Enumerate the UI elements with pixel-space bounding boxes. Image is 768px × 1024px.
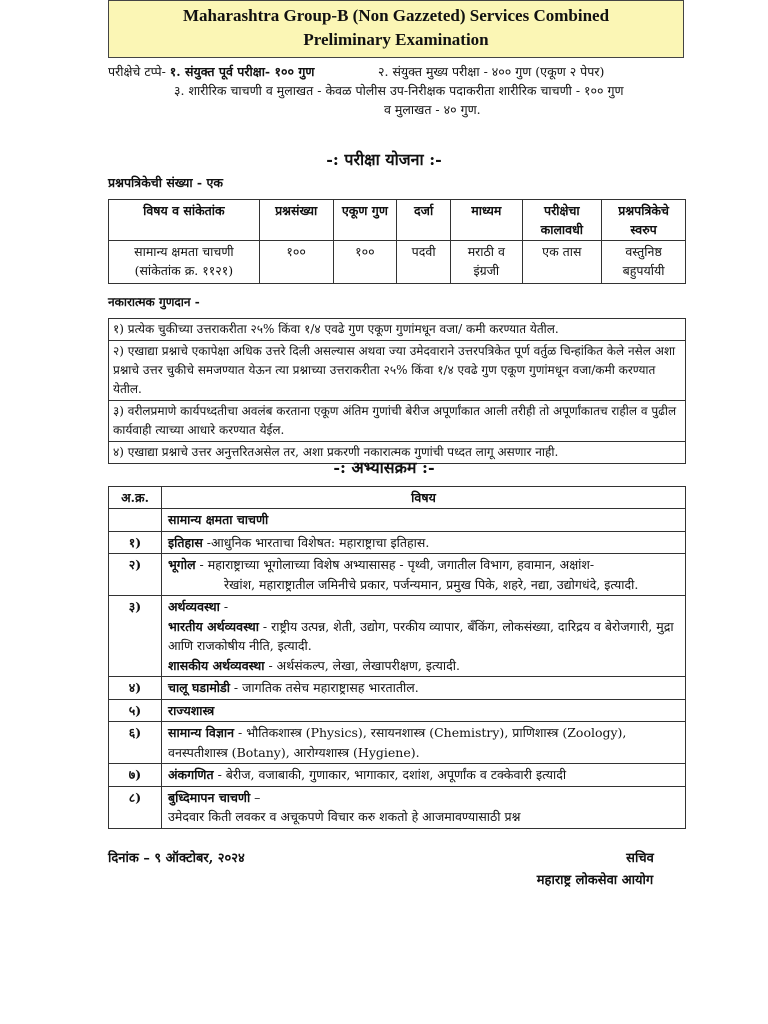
table-row [109, 241, 686, 284]
table-row [109, 554, 686, 596]
sub-text-indian-economy: - राष्ट्रीय उत्पन्न, शेती, उद्योग, परकीय व्यापार, बँकिंग, लोकसंख्या, दारिद्रय व बेरोजगारी, मुद्रा आणि राजकोषीय नीति, इत्यादी. [168, 618, 674, 653]
item-number: २) [109, 554, 162, 596]
col-medium: माध्यम [451, 200, 522, 241]
item-title: भूगोल [168, 557, 196, 572]
title-line-1: Maharashtra Group-B (Non Gazzeted) Services Combined [182, 6, 610, 25]
title-line-2: Preliminary Examination [303, 30, 489, 49]
signatory-title: सचिव [626, 851, 654, 866]
syllabus-heading: -: अभ्यासक्रम :- [333, 458, 435, 477]
item-title: अंकगणित [168, 767, 214, 782]
stage-3: ३. शारीरिक चाचणी व मुलाखत - केवळ पोलीस उप-निरीक्षक पदाकरीता शारीरिक चाचणी - १०० गुण [174, 83, 624, 98]
item-number: १) [109, 531, 162, 554]
col-questions: प्रश्नसंख्या [259, 200, 333, 241]
table-row [109, 699, 686, 722]
rule-2: २) एखाद्या प्रश्नाचे एकापेक्षा अधिक उत्तरे दिली असल्यास अथवा ज्या उमेदवाराने उत्तरपत्रिकेत पूर्ण वर्तुळ चिन्हांकित केले नसेल अशा प्रश्नाचे उत्तर चुकीचे समजण्यात येऊन त्या प्रश्नाच्या उत्तराकरीता २५% किंवा १/४ एवढे गुण एकूण गुणांमधून वजा/कमी करण्यात येतील. [109, 340, 685, 400]
subject-code: (सांकेतांक क्र. ११२१) [134, 263, 234, 278]
item-text: - बेरीज, वजाबाकी, गुणाकार, भागाकार, दशांश, अपूर्णांक व टक्केवारी इत्यादी [213, 767, 567, 782]
col-total-marks: एकूण गुण [333, 200, 397, 241]
paper-count-label: प्रश्नपत्रिकेची संख्या - एक [108, 175, 223, 190]
rule-1: १) प्रत्येक चुकीच्या उत्तराकरीता २५% किंवा १/४ एवढे गुण एकूण गुणांमधून वजा/ कमी करण्यात येतील. [113, 322, 559, 336]
table-header-row [109, 487, 686, 509]
signatory-organization: महाराष्ट्र लोकसेवा आयोग [536, 873, 654, 888]
signature-block [500, 848, 690, 892]
item-number: ३) [109, 596, 162, 677]
table-row: ८) बुध्दिमापन चाचणी – उमेदवार किती लवकर व अचूकपणे विचार करु शकतो हे आजमावण्यासाठी प्रश्न [109, 786, 686, 828]
item-number: ८) [109, 786, 162, 828]
col-level: दर्जा [397, 200, 451, 241]
item-text: -आधुनिक भारताचा विशेषत: महाराष्ट्राचा इतिहास. [202, 534, 430, 550]
questions-count: १०० [259, 241, 333, 284]
col-subject: विषय [162, 487, 686, 509]
exam-stages [108, 62, 688, 119]
item-title: चालू घडामोडी [168, 680, 230, 695]
item-text: - जागतिक तसेच महाराष्ट्रासह भारतातील. [229, 680, 419, 695]
item-number: ६) [109, 722, 162, 764]
stages-prefix: परीक्षेचे टप्पे- [108, 64, 166, 79]
level: पदवी [397, 241, 451, 284]
total-marks: १०० [333, 241, 397, 284]
sub-title-government-economy: शासकीय अर्थव्यवस्था [168, 657, 265, 673]
stage-3-continued: व मुलाखत - ४० गुण. [384, 102, 481, 117]
duration: एक तास [522, 241, 602, 284]
item-title: बुध्दिमापन चाचणी [168, 789, 251, 805]
exam-scheme-heading: -: परीक्षा योजना :- [326, 150, 442, 169]
table-row [109, 531, 686, 554]
negative-marking-label: नकारात्मक गुणदान - [108, 295, 200, 309]
table-row: ३) अर्थव्यवस्था - भारतीय अर्थव्यवस्था - राष्ट्रीय उत्पन्न, शेती, उद्योग, परकीय व्यापार, बँकिंग, लोकसंख्या, दारिद्रय व बेरोजगारी, मुद्रा आणि राजकोषीय नीति, इत्यादी. शासकीय अर्थव्यवस्था - अर्थसंकल्प, लेखा, लेखापरीक्षण, इत्यादी. [109, 596, 686, 677]
item-number: ४) [109, 677, 162, 700]
item-title: राज्यशास्त्र [168, 702, 215, 718]
sub-title-indian-economy: भारतीय अर्थव्यवस्था [168, 618, 259, 634]
item-title: अर्थव्यवस्था [168, 599, 220, 614]
item-title: सामान्य विज्ञान [168, 725, 235, 740]
exam-scheme-table [108, 199, 686, 284]
document-title [108, 0, 684, 58]
negative-marking-rules [108, 318, 686, 464]
paper-format: वस्तुनिष्ठ बहुपर्यायी [602, 241, 686, 284]
stage-1: १. संयुक्त पूर्व परीक्षा- १०० गुण [169, 64, 315, 79]
stage-2: २. संयुक्त मुख्य परीक्षा - ४०० गुण (एकूण २ पेपर) [378, 64, 605, 79]
subject-name: सामान्य क्षमता चाचणी [134, 244, 234, 259]
item-title: इतिहास [168, 534, 203, 550]
item-text-continued: रेखांश, महाराष्ट्रातील जमिनीचे प्रकार, पर्जन्यमान, प्रमुख पिके, शहरे, नद्या, उद्योगधंदे, इत्यादी. [224, 576, 639, 592]
table-row [109, 677, 686, 700]
col-serial: अ.क्र. [109, 487, 162, 509]
item-text: - भौतिकशास्त्र (Physics), रसायनशास्त्र (Chemistry), प्राणिशास्त्र (Zoology), वनस्पतीशास्त्र (Botany), आरोग्यशास्त्र (Hygiene). [168, 725, 627, 760]
table-header-row [109, 200, 686, 241]
table-row [109, 764, 686, 787]
rule-3: ३) वरीलप्रमाणे कार्यपध्दतीचा अवलंब करताना एकूण अंतिम गुणांची बेरीज अपूर्णांकात आली तरीही तो अपूर्णांकातच राहील व पुढील कार्यवाही त्याच्या आधारे करण्यात येईल. [109, 400, 685, 441]
col-duration: परीक्षेचा कालावधी [522, 200, 602, 241]
item-number: ५) [109, 699, 162, 722]
issue-date: दिनांक – ९ ऑक्टोबर, २०२४ [108, 851, 245, 866]
col-subject-code: विषय व सांकेतांक [109, 200, 260, 241]
table-row [109, 722, 686, 764]
col-format: प्रश्नपत्रिकेचे स्वरुप [602, 200, 686, 241]
item-text: - महाराष्ट्राच्या भूगोलाच्या विशेष अभ्यासासह - पृथ्वी, जगातील विभाग, हवामान, अक्षांश- [195, 557, 595, 572]
section-title: सामान्य क्षमता चाचणी [168, 512, 269, 527]
sub-text-government-economy: - अर्थसंकल्प, लेखा, लेखापरीक्षण, इत्यादी. [264, 657, 460, 673]
item-number: ७) [109, 764, 162, 787]
medium: मराठी व इंग्रजी [451, 241, 522, 284]
table-row [109, 509, 686, 532]
item-text: उमेदवार किती लवकर व अचूकपणे विचार करु शकतो हे आजमावण्यासाठी प्रश्न [168, 809, 521, 824]
rule-4: ४) एखाद्या प्रश्नाचे उत्तर अनुत्तरितअसेल तर, अशा प्रकरणी नकारात्मक गुणांची पध्दत लागू असणार नाही. [109, 441, 685, 463]
syllabus-table [108, 486, 686, 829]
